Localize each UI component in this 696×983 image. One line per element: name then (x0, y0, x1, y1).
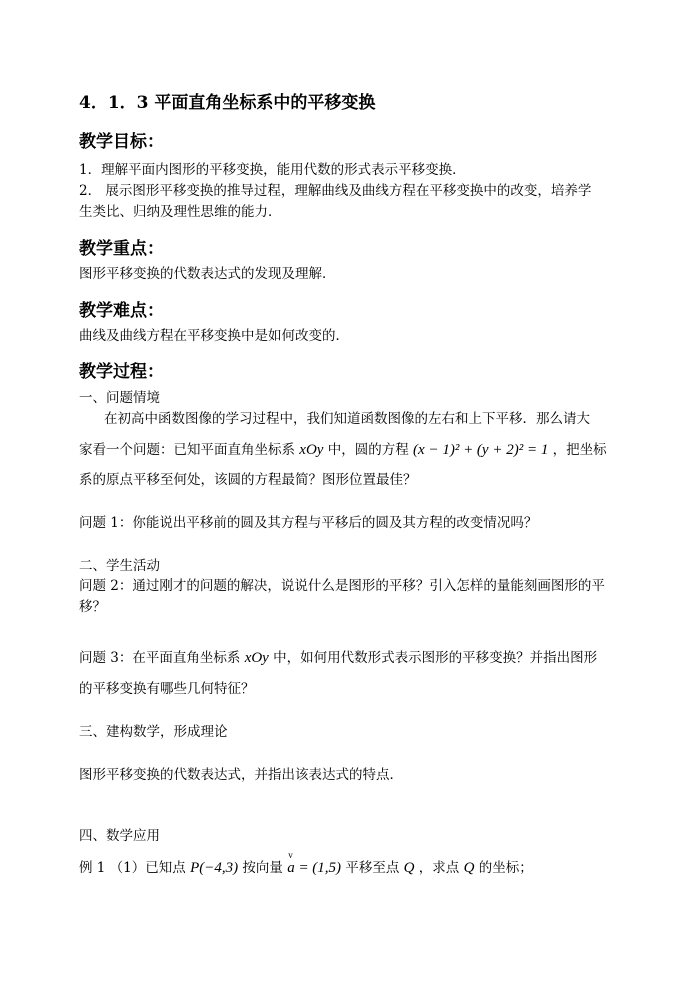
xoy-symbol-2: xOy (244, 650, 269, 666)
key-points-text: 图形平移变换的代数表达式的发现及理解． (79, 266, 336, 282)
point-q: Q (403, 860, 415, 876)
paragraph-1-line-3: 系的原点平移至何处，该圆的方程最简？图形位置最佳？ (79, 472, 417, 488)
paragraph-1-line-2-part-a: 家看一个问题：已知平面直角坐标系 (79, 442, 295, 458)
vector-arrow-icon: v (288, 850, 293, 860)
goal-2-line-1: 2． 展示图形平移变换的推导过程，理解曲线及曲线方程在平移变换中的改变，培养学 (79, 183, 592, 199)
example-1-part-e: 的坐标； (478, 860, 533, 876)
goal-1: 1．理解平面内图形的平移变换，能用代数的形式表示平移变换． (79, 162, 466, 178)
key-points-heading: 教学重点： (79, 239, 164, 259)
section-1-heading: 一、问题情境 (79, 390, 160, 406)
difficulty-text: 曲线及曲线方程在平移变换中是如何改变的． (79, 328, 349, 344)
vector-a (287, 850, 342, 877)
example-1-part-d: ，求点 (418, 860, 460, 876)
question-3-part-a: 问题 3：在平面直角坐标系 (79, 650, 241, 666)
example-1-line (79, 850, 533, 877)
paragraph-1-line-2 (79, 441, 607, 459)
vector-a-text: a = (1,5) (287, 860, 342, 876)
question-3-part-b: 中，如何用代数形式表示图形的平移变换？并指出图形 (273, 650, 598, 666)
question-3-line-1 (79, 649, 597, 667)
goal-2-line-2: 生类比、归纳及理性思维的能力． (79, 204, 282, 220)
page-title: 4．1．3 平面直角坐标系中的平移变换 (79, 93, 376, 113)
paragraph-3: 图形平移变换的代数表达式，并指出该表达式的特点． (79, 767, 403, 783)
question-2-line-2: 移？ (79, 599, 106, 615)
point-p: P(−4,3) (190, 860, 239, 876)
example-1-part-a: 例 1 （1）已知点 (79, 860, 186, 876)
paragraph-1-line-2-part-b: 中，圆的方程 (327, 442, 409, 458)
xoy-symbol: xOy (299, 442, 324, 458)
point-q-2: Q (463, 860, 475, 876)
goals-heading: 教学目标： (79, 132, 164, 152)
question-1: 问题 1：你能说出平移前的圆及其方程与平移后的圆及其方程的改变情况吗？ (79, 515, 538, 531)
section-4-heading: 四、数学应用 (79, 828, 160, 844)
question-3-line-2: 的平移变换有哪些几何特征？ (79, 681, 255, 697)
section-3-heading: 三、建构数学，形成理论 (79, 724, 228, 740)
process-heading: 教学过程： (79, 362, 164, 382)
question-2-line-1: 问题 2：通过刚才的问题的解决，说说什么是图形的平移？引入怎样的量能刻画图形的平 (79, 578, 605, 594)
difficulty-heading: 教学难点： (79, 301, 164, 321)
paragraph-1-line-1: 在初高中函数图像的学习过程中，我们知道函数图像的左右和上下平移．那么请大 (104, 411, 590, 427)
section-2-heading: 二、学生活动 (79, 558, 160, 574)
example-1-part-b: 按向量 (242, 860, 283, 876)
example-1-part-c: 平移至点 (345, 860, 400, 876)
paragraph-1-line-2-part-c: ，把坐标 (552, 442, 607, 458)
circle-equation: (x − 1)² + (y + 2)² = 1 (413, 442, 549, 458)
